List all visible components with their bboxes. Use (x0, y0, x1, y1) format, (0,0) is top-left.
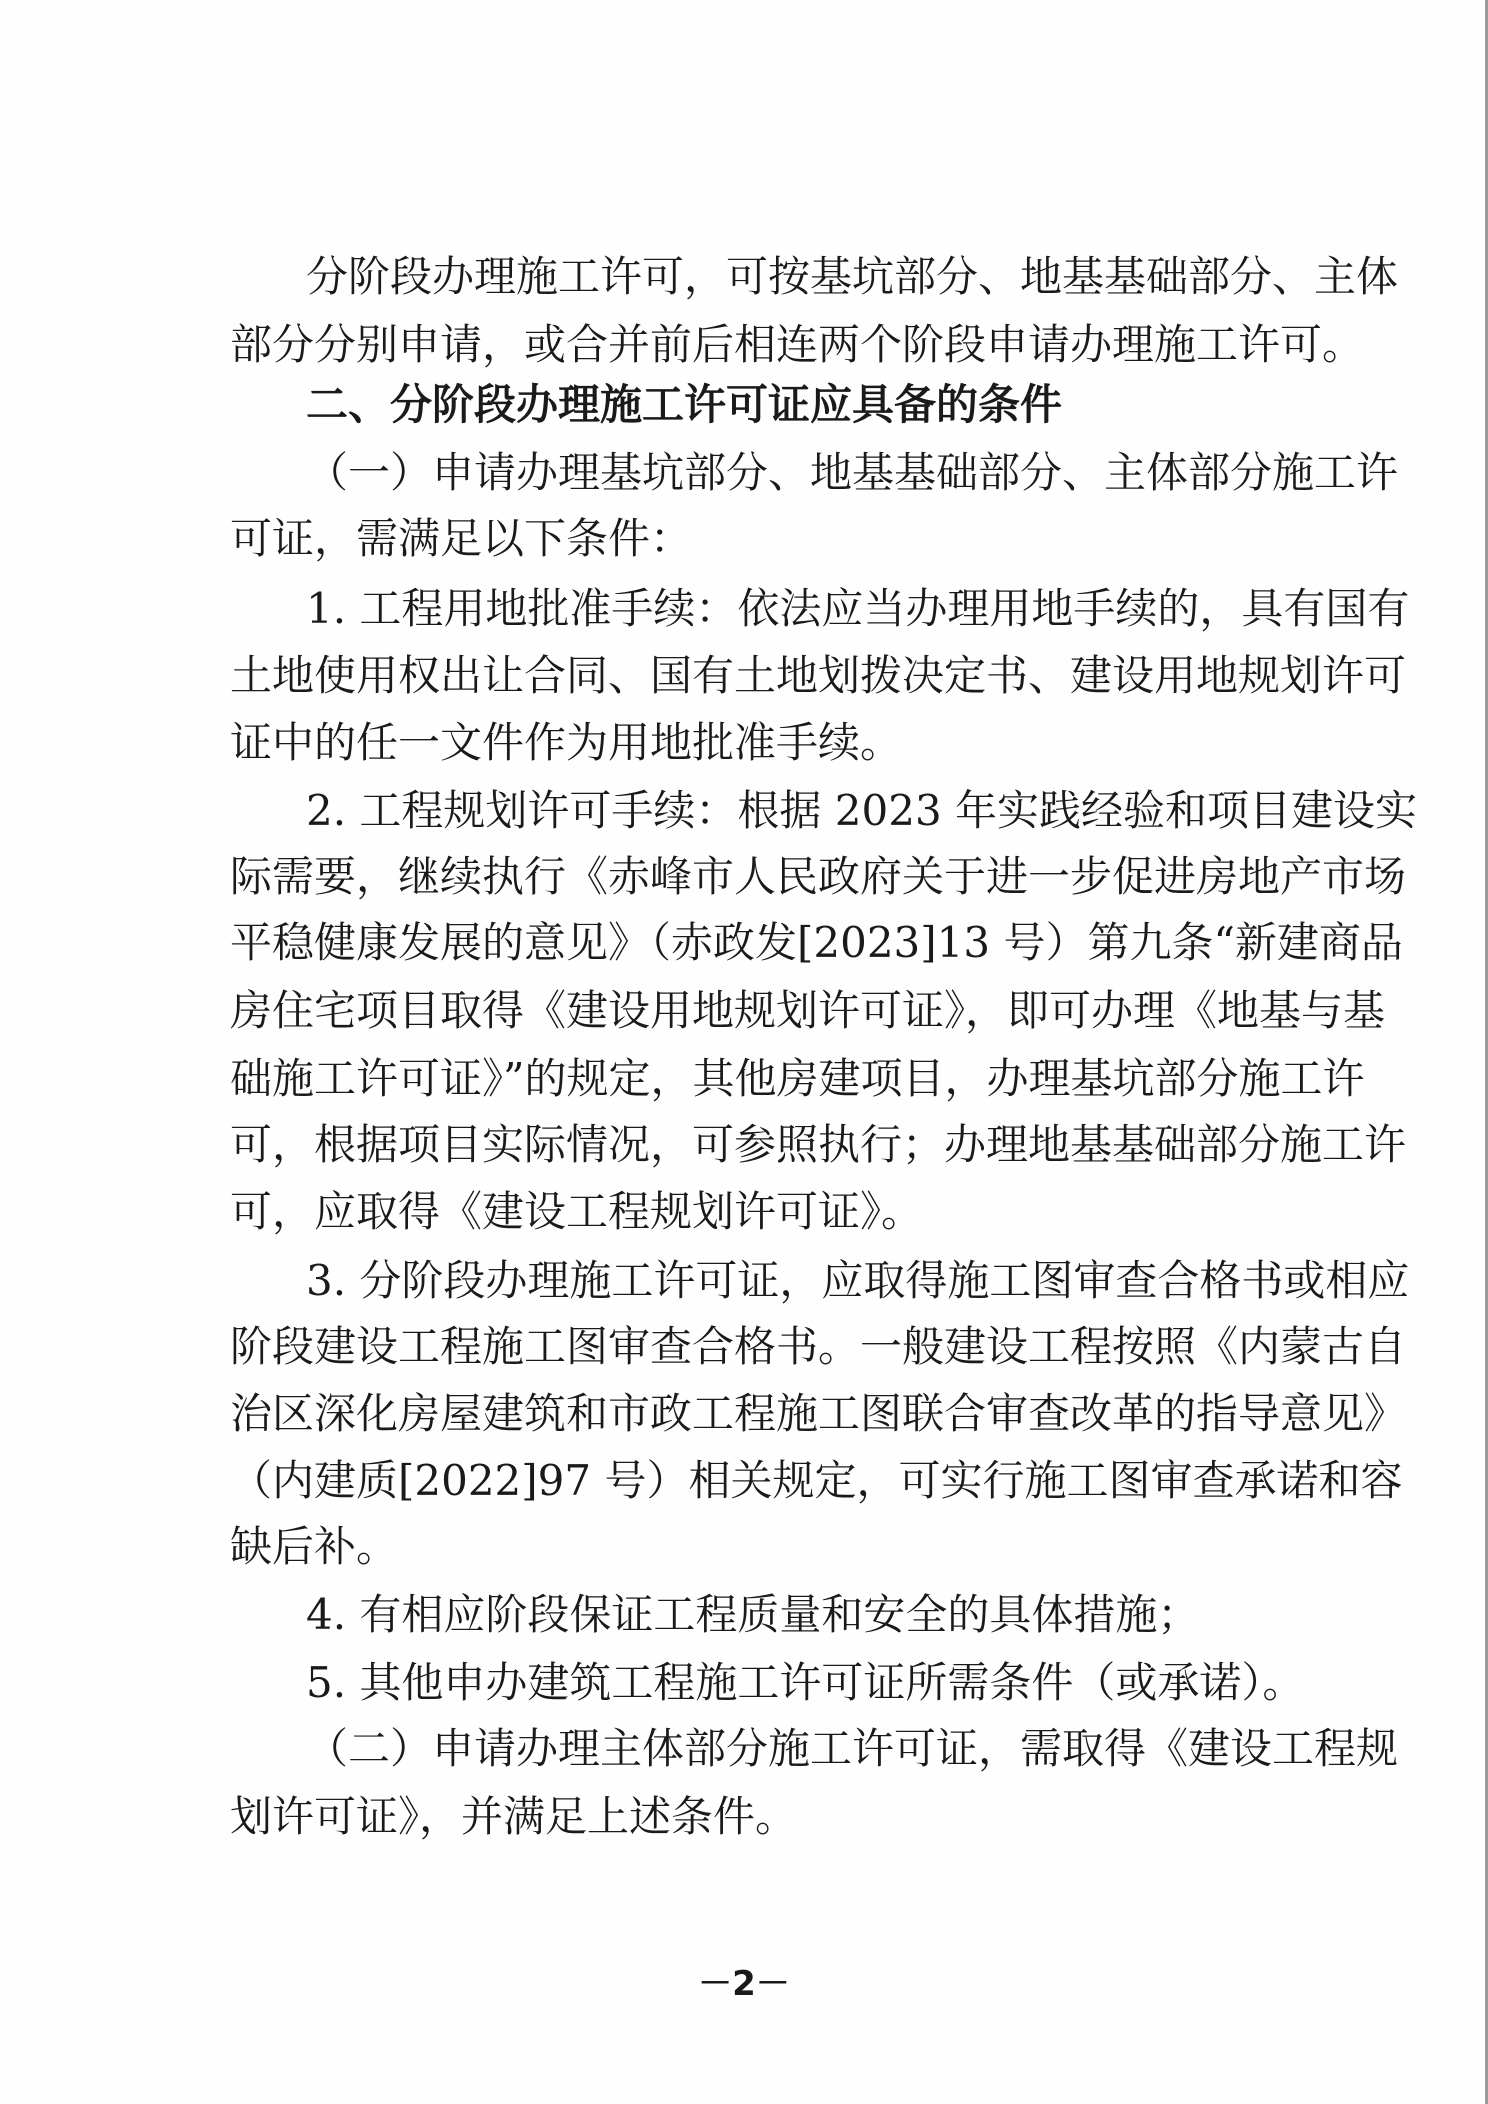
condition-2-line-2: 际需要，继续执行《赤峰市人民政府关于进一步促进房地产市场 (230, 852, 1407, 901)
condition-3-line-1: 3. 分阶段办理施工许可证，应取得施工图审查合格书或相应 (306, 1256, 1410, 1305)
condition-4: 4. 有相应阶段保证工程质量和安全的具体措施； (306, 1590, 1200, 1639)
condition-5: 5. 其他申办建筑工程施工许可证所需条件（或承诺）。 (306, 1658, 1305, 1707)
condition-3-line-3: 治区深化房屋建筑和市政工程施工图联合审查改革的指导意见》 (230, 1389, 1407, 1438)
item-one-line-2: 可证，需满足以下条件： (230, 514, 693, 563)
condition-3-line-4: （内建质[2022]97 号）相关规定，可实行施工图审查承诺和容 (230, 1456, 1403, 1505)
condition-3-line-2: 阶段建设工程施工图审查合格书。一般建设工程按照《内蒙古自 (230, 1322, 1407, 1371)
item-one-line-1: （一）申请办理基坑部分、地基基础部分、主体部分施工许 (306, 448, 1399, 497)
item-two-line-1: （二）申请办理主体部分施工许可证，需取得《建设工程规 (306, 1724, 1399, 1773)
condition-1-line-2: 土地使用权出让合同、国有土地划拨决定书、建设用地规划许可 (230, 651, 1407, 700)
condition-2-line-5: 础施工许可证》”的规定，其他房建项目，办理基坑部分施工许 (230, 1054, 1365, 1103)
condition-1-line-3: 证中的任一文件作为用地批准手续。 (230, 718, 903, 767)
condition-2-line-3: 平稳健康发展的意见》（赤政发[2023]13 号）第九条“新建商品 (230, 918, 1403, 967)
paragraph-1-line-1: 分阶段办理施工许可，可按基坑部分、地基基础部分、主体 (306, 252, 1399, 301)
condition-2-line-7: 可，应取得《建设工程规划许可证》。 (230, 1187, 924, 1236)
paragraph-1-line-2: 部分分别申请，或合并前后相连两个阶段申请办理施工许可。 (230, 320, 1365, 369)
condition-3-line-5: 缺后补。 (230, 1522, 399, 1571)
item-two-line-2: 划许可证》，并满足上述条件。 (230, 1792, 798, 1841)
condition-2-line-6: 可，根据项目实际情况，可参照执行；办理地基基础部分施工许 (230, 1120, 1407, 1169)
section-heading: 二、分阶段办理施工许可证应具备的条件 (306, 380, 1063, 429)
condition-1-line-1: 1. 工程用地批准手续：依法应当办理用地手续的，具有国有 (306, 584, 1410, 633)
page-number: －2－ (698, 1964, 790, 2004)
condition-2-line-1: 2. 工程规划许可手续：根据 2023 年实践经验和项目建设实 (306, 786, 1418, 835)
condition-2-line-4: 房住宅项目取得《建设用地规划许可证》，即可办理《地基与基 (230, 986, 1386, 1035)
